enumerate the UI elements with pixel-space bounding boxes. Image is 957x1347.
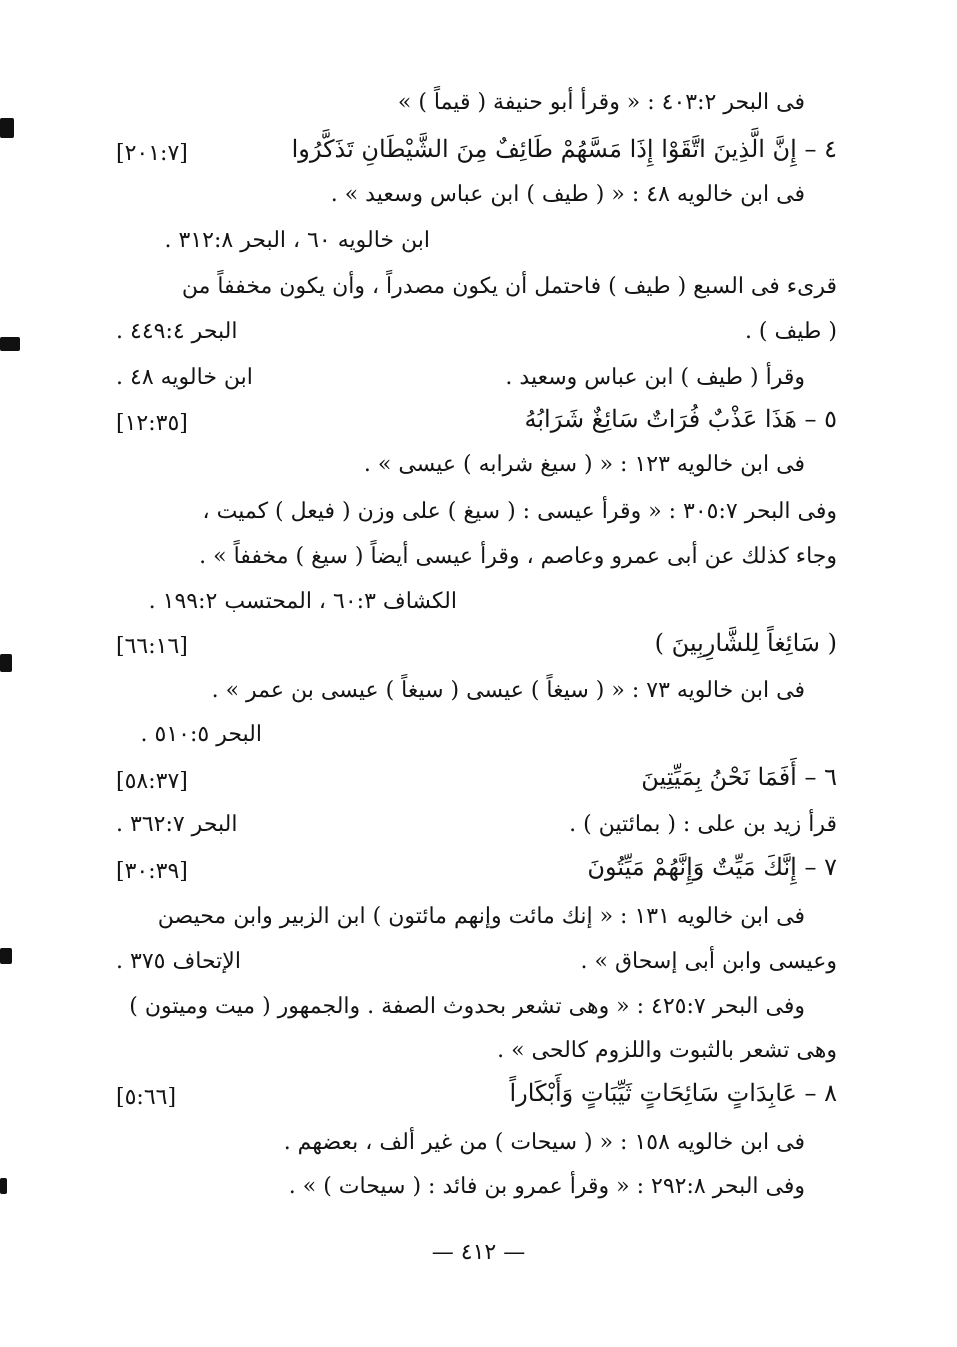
verse-reference: [٥٨:٣٧] <box>116 769 188 794</box>
text-line: ( طيف ) . <box>744 319 837 344</box>
text-line: ابن خالويه ٦٠ ، البحر ٣١٢:٨ . <box>164 228 430 253</box>
verse-reference: [٢٠١:٧] <box>116 141 188 166</box>
verse-reference: [١٢:٣٥] <box>116 411 188 436</box>
verse-line: ( سَائِغاً لِلشَّارِبِينَ ) <box>654 629 837 657</box>
text-line: قرأ زيد بن على : ( بمائتين ) . <box>569 812 837 837</box>
margin-mark <box>0 948 12 964</box>
verse-line: ٧ – إِنَّكَ مَيِّتٌ وَإِنَّهُمْ مَيِّتُونَ <box>587 853 837 881</box>
text-line: وفى البحر ٣٠٥:٧ : « وقرأ عيسى : ( سيغ ) على وزن ( فيعل ) كميت ، <box>202 499 837 524</box>
margin-mark <box>0 1178 7 1194</box>
text-line: فى البحر ٤٠٣:٢ : « وقرأ أبو حنيفة ( قيماً ) » <box>397 90 805 115</box>
text-line: قرىء فى السبع ( طيف ) فاحتمل أن يكون مصدراً ، وأن يكون مخففاً من <box>181 274 837 299</box>
verse-line: ٦ – أَفَمَا نَحْنُ بِمَيِّتِينَ <box>641 763 837 791</box>
margin-mark <box>0 118 14 138</box>
verse-line: ٥ – هَذَا عَذْبٌ فُرَاتٌ سَائِغٌ شَرَابُهُ <box>524 405 837 433</box>
margin-mark <box>0 337 20 351</box>
verse-reference: [٥:٦٦] <box>116 1085 177 1110</box>
text-line: وهى تشعر بالثبوت واللزوم كالحى » . <box>497 1038 837 1063</box>
text-line: البحر ٥١٠:٥ . <box>140 722 262 747</box>
source-reference: الإتحاف ٣٧٥ . <box>116 949 241 974</box>
margin-mark <box>0 654 12 672</box>
page-number: — ٤١٢ — <box>431 1240 526 1265</box>
source-reference: ابن خالويه ٤٨ . <box>116 365 253 390</box>
verse-reference: [٣٠:٣٩] <box>116 859 188 884</box>
text-line: وقرأ ( طيف ) ابن عباس وسعيد . <box>505 365 805 390</box>
text-line: فى ابن خالويه ١٥٨ : « ( سيحات ) من غير ألف ، بعضهم . <box>283 1130 805 1155</box>
verse-line: ٤ – إِنَّ الَّذِينَ اتَّقَوْا إِذَا مَسَّهُمْ طَائِفٌ مِنَ الشَّيْطَانِ تَذَكَّرُوا <box>291 135 837 163</box>
text-line: وجاء كذلك عن أبى عمرو وعاصم ، وقرأ عيسى أيضاً ( سيغ ) مخففاً » . <box>199 544 837 569</box>
text-line: فى ابن خالويه ٧٣ : « ( سيغاً ) عيسى ( سيغاً ) عيسى بن عمر » . <box>211 678 805 703</box>
verse-reference: [٦٦:١٦] <box>116 634 188 659</box>
text-line: فى ابن خالويه ٤٨ : « ( طيف ) ابن عباس وسعيد » . <box>330 182 805 207</box>
source-reference: البحر ٤٤٩:٤ . <box>116 319 238 344</box>
verse-line: ٨ – عَابِدَاتٍ سَائِحَاتٍ ثَيِّبَاتٍ وَأَبْكَاراً <box>509 1079 837 1107</box>
text-line: فى ابن خالويه ١٣١ : « إنك مائت وإنهم مائتون ) ابن الزبير وابن محيصن <box>157 904 805 929</box>
text-line: الكشاف ٦٠:٣ ، المحتسب ١٩٩:٢ . <box>148 589 457 614</box>
text-line: وفى البحر ٤٢٥:٧ : « وهى تشعر بحدوث الصفة . والجمهور ( ميت وميتون ) <box>129 994 805 1019</box>
source-reference: البحر ٣٦٢:٧ . <box>116 812 238 837</box>
text-line: وعيسى وابن أبى إسحاق » . <box>580 949 837 974</box>
text-line: فى ابن خالويه ١٢٣ : « ( سيغ شرابه ) عيسى » . <box>363 452 805 477</box>
text-line: وفى البحر ٢٩٢:٨ : « وقرأ عمرو بن فائد : ( سيحات ) » . <box>288 1174 805 1199</box>
